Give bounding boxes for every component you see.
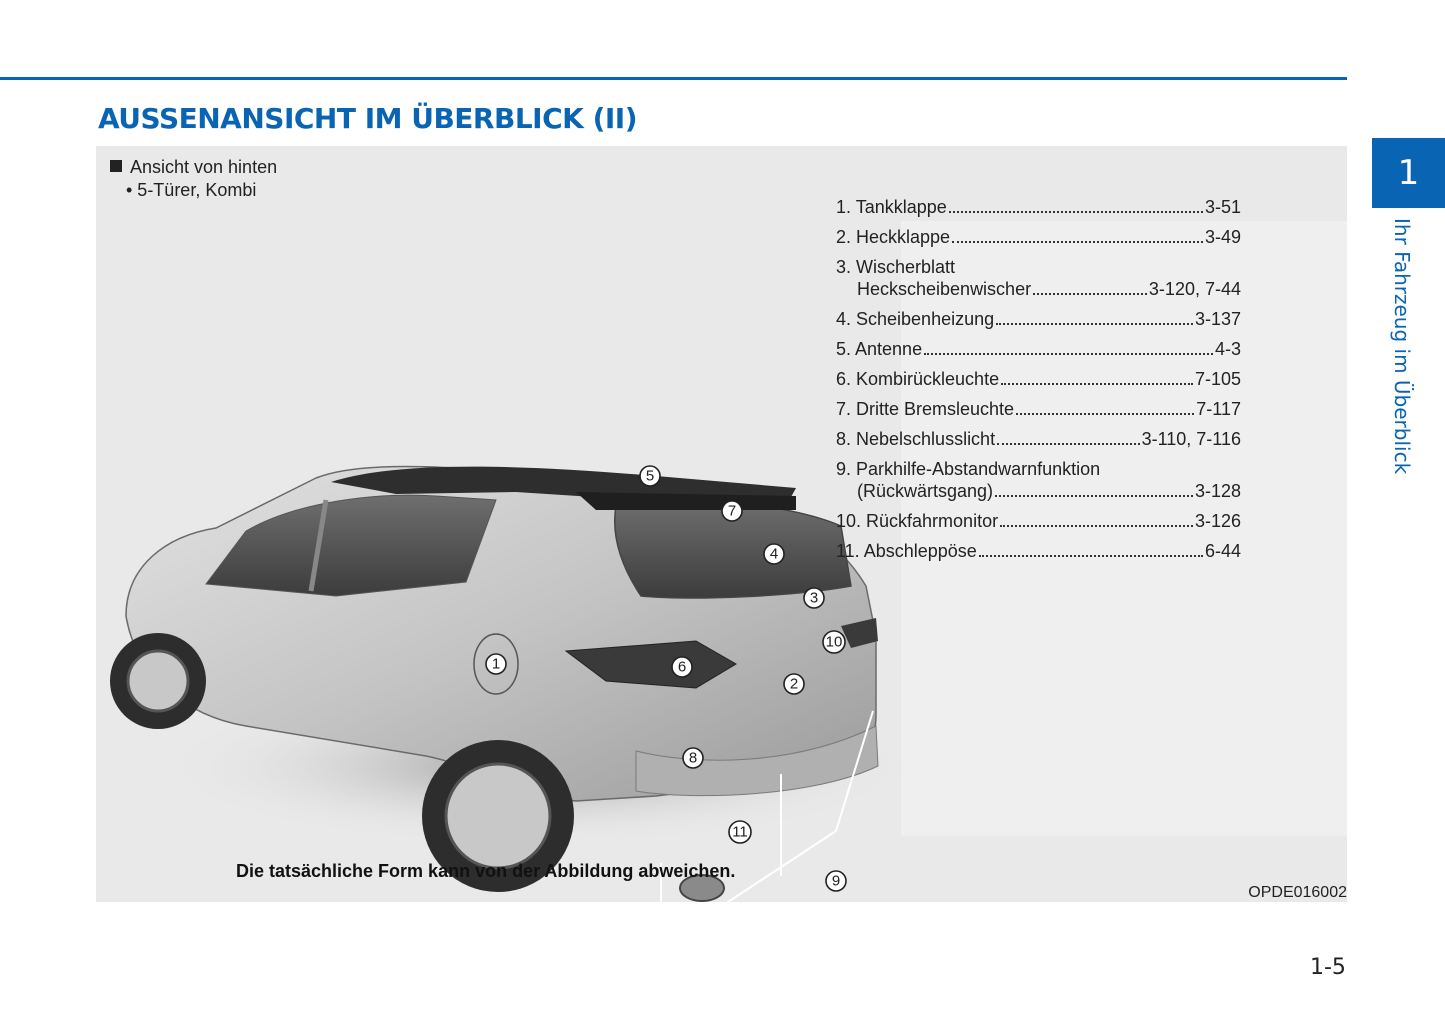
disclaimer: Die tatsächliche Form kann von der Abbildung abweichen. <box>236 861 736 881</box>
legend-label: 1. Tankklappe <box>836 197 947 217</box>
leader-dots <box>1033 293 1147 295</box>
leader-dots <box>1001 383 1193 385</box>
legend-item[interactable] <box>836 368 1241 390</box>
legend-page: 3-128 <box>1194 481 1241 501</box>
legend-label: 8. Nebelschlusslicht <box>836 429 996 449</box>
legend-list <box>836 196 1241 570</box>
legend-label: 10. Rückfahrmonitor <box>836 511 999 531</box>
svg-text:8: 8 <box>688 749 698 767</box>
page-title: AUSSENANSICHT IM ÜBERBLICK (II) <box>98 102 638 135</box>
svg-text:4: 4 <box>769 545 779 563</box>
callout-5 <box>640 466 660 486</box>
front-rim <box>128 651 188 711</box>
callout-6 <box>672 657 692 677</box>
header-rule <box>0 77 1347 80</box>
legend-label: 2. Heckklappe <box>836 227 951 247</box>
legend-page: 3-51 <box>1204 197 1241 217</box>
legend-label: 11. Abschleppöse <box>836 541 977 561</box>
callout-1 <box>486 654 506 674</box>
legend-label: 6. Kombirückleuchte <box>836 369 1000 389</box>
leader-dots <box>1000 525 1193 527</box>
legend-item[interactable] <box>836 226 1241 248</box>
legend-sub-label: Heckscheibenwischer <box>857 279 1032 299</box>
legend-label: 4. Scheibenheizung <box>836 309 995 329</box>
chapter-label: Ihr Fahrzeug im Überblick <box>1390 218 1414 475</box>
legend-item[interactable] <box>836 338 1241 360</box>
chapter-number: 1 <box>1397 153 1420 193</box>
legend-item[interactable] <box>836 398 1241 420</box>
svg-text:11: 11 <box>732 823 748 841</box>
legend-item[interactable] <box>836 308 1241 330</box>
legend-page: 4-3 <box>1214 339 1241 359</box>
legend-item[interactable] <box>836 256 1241 300</box>
legend-page: 3-126 <box>1194 511 1241 531</box>
view-heading-text: Ansicht von hinten <box>130 157 278 177</box>
legend-page: 3-120, 7-44 <box>1148 279 1241 299</box>
legend-sub-label: (Rückwärtsgang) <box>857 481 994 501</box>
view-heading <box>110 157 277 178</box>
legend-label: 7. Dritte Bremsleuchte <box>836 399 1015 419</box>
leader-dots <box>995 495 1193 497</box>
callout-3 <box>804 588 824 608</box>
leader-dots <box>1016 413 1194 415</box>
legend-item[interactable] <box>836 510 1241 532</box>
legend-page: 6-44 <box>1204 541 1241 561</box>
legend-item[interactable] <box>836 428 1241 450</box>
svg-text:9: 9 <box>831 872 841 890</box>
square-bullet-icon <box>110 160 122 172</box>
rear-rim <box>446 764 550 868</box>
legend-label: 5. Antenne <box>836 339 923 359</box>
svg-text:6: 6 <box>677 658 687 676</box>
side-windows <box>206 495 496 596</box>
svg-text:7: 7 <box>727 502 737 520</box>
callout-11 <box>729 821 751 843</box>
callout-7 <box>722 501 742 521</box>
legend-label: 9. Parkhilfe-Abstandwarnfunktion <box>836 459 1101 479</box>
leader-dots <box>924 353 1213 355</box>
svg-text:3: 3 <box>809 589 819 607</box>
leader-dots <box>996 323 1193 325</box>
callout-4 <box>764 544 784 564</box>
callout-10 <box>823 631 845 653</box>
legend-page: 7-117 <box>1196 399 1241 419</box>
svg-text:10: 10 <box>825 633 843 651</box>
page-number: 1-5 <box>1310 955 1346 980</box>
svg-text:1: 1 <box>491 655 501 673</box>
view-variant: • 5-Türer, Kombi <box>126 180 257 200</box>
leader-dots <box>949 211 1203 213</box>
svg-text:5: 5 <box>645 467 655 485</box>
image-code: OPDE016002 <box>1248 884 1347 901</box>
legend-page: 7-105 <box>1194 369 1241 389</box>
legend-item[interactable] <box>836 540 1241 562</box>
callout-9 <box>826 871 846 891</box>
legend-page: 3-49 <box>1204 227 1241 247</box>
legend-page: 3-110, 7-116 <box>1141 429 1241 449</box>
legend-page: 3-137 <box>1194 309 1241 329</box>
callout-2 <box>784 674 804 694</box>
svg-text:2: 2 <box>789 675 799 693</box>
legend-label: 3. Wischerblatt <box>836 257 956 277</box>
leader-dots <box>997 443 1140 445</box>
legend-item[interactable] <box>836 196 1241 218</box>
legend-item[interactable] <box>836 458 1241 502</box>
callout-8 <box>683 748 703 768</box>
chapter-tab[interactable] <box>1372 138 1445 208</box>
leader-dots <box>952 241 1203 243</box>
leader-dots <box>979 555 1203 557</box>
